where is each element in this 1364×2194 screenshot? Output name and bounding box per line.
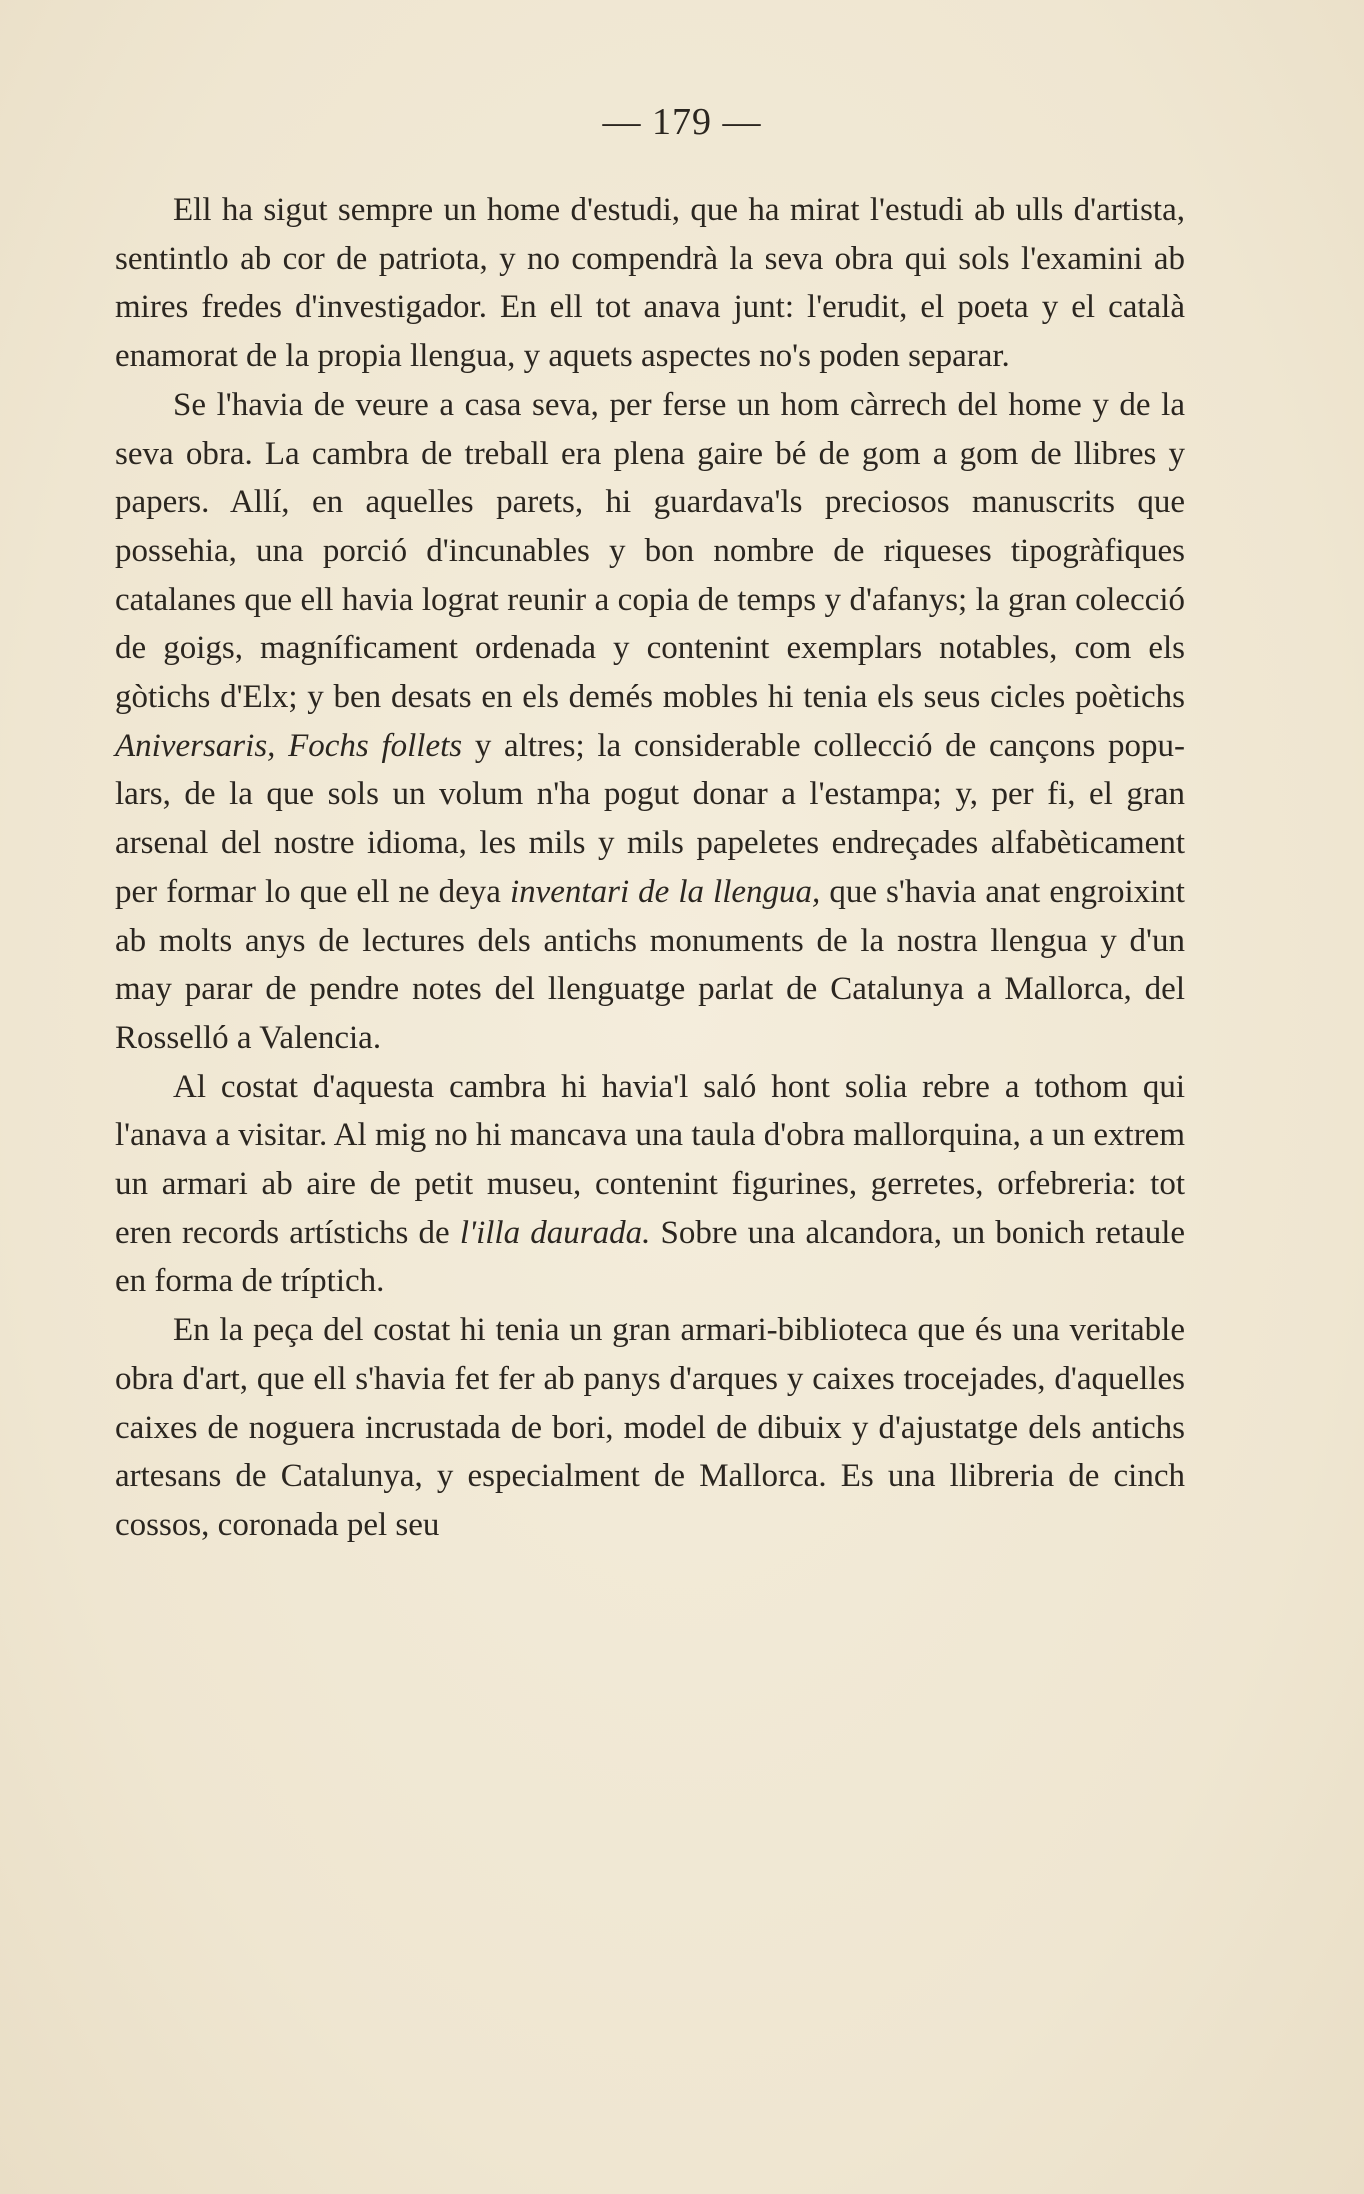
paragraph-2-text-b: y altres; la considerable collecció de cançons populars, de la que sols un volum n'ha pogut donar a l'estampa; y, per fi, el gran arsenal del nostre idioma, les mils y mils papeletes endreçades alfabèticament per formar lo que ell ne deya [115, 727, 1186, 910]
paragraph-1 [115, 186, 1185, 381]
phrase-illa-daurada: l'illa daurada. [459, 1214, 651, 1251]
paragraph-2-text-c: que s'havia anat engroixint ab molts anys de lectures dels antichs monuments de la nostra llengua y d'un may parar de pendre notes del llenguatge parlat de Catalunya a Mallorca, del Rosselló a Valencia. [115, 873, 1185, 1056]
title-aniversaris-fochs-follets: Aniversaris, Fochs follets [115, 727, 463, 764]
paragraph-3-text-a: Al costat d'aquesta cambra hi havia'l saló hont solia rebre a tothom qui l'anava a visitar. Al mig no hi mancava una taula d'obra mallorquina, a un extrem un armari ab aire de petit museu, contenint figurines, gerretes, orfebreria: tot eren records artístichs de [115, 1068, 1185, 1251]
phrase-inventari-de-la-llengua: inventari de la llengua, [509, 873, 821, 910]
body-text [115, 186, 1185, 1550]
paragraph-4-text: En la peça del costat hi tenia un gran armari-biblioteca que és una veritable obra d'art, que ell s'havia fet fer ab panys d'arques y caixes trocejades, d'aquelles caixes de noguera incrustada de bori, model de dibuix y d'ajustatge dels antichs artesans de Catalunya, y especialment de Mallorca. Es una llibreria de cinch cossos, coronada pel seu [115, 1312, 1185, 1543]
page-number: — 179 — [602, 101, 762, 143]
paragraph-3-text-b: Sobre una alcandora, un bonich retaule en forma de tríptich. [115, 1214, 1186, 1300]
paragraph-3 [115, 1063, 1185, 1307]
paragraph-2-text-a: Se l'havia de veure a casa seva, per ferse un hom càrrech del home y de la seva obra. La cambra de treball era plena gaire bé de gom a gom de llibres y papers. Allí, en aquelles parets, hi guardava'ls preciosos manuscrits que possehia, una porció d'incunables y bon nombre de riqueses tipogràfiques catalanes que ell havia lograt reunir a copia de temps y d'afanys; la gran colecció de goigs, magníficament ordenada y contenint exemplars notables, com els gòtichs d'Elx; y ben desats en els demés mobles hi tenia els seus cicles poètichs [115, 386, 1185, 716]
paragraph-1-text: Ell ha sigut sempre un home d'estudi, que ha mirat l'estudi ab ulls d'artista, sentintlo ab cor de patriota, y no compendrà la seva obra qui sols l'examini ab mires fredes d'investigador. En ell tot anava junt: l'erudit, el poeta y el català enamorat de la propia llengua, y aquets aspectes no's poden separar. [115, 192, 1185, 375]
paragraph-4 [115, 1306, 1185, 1550]
paragraph-2 [115, 381, 1185, 1063]
